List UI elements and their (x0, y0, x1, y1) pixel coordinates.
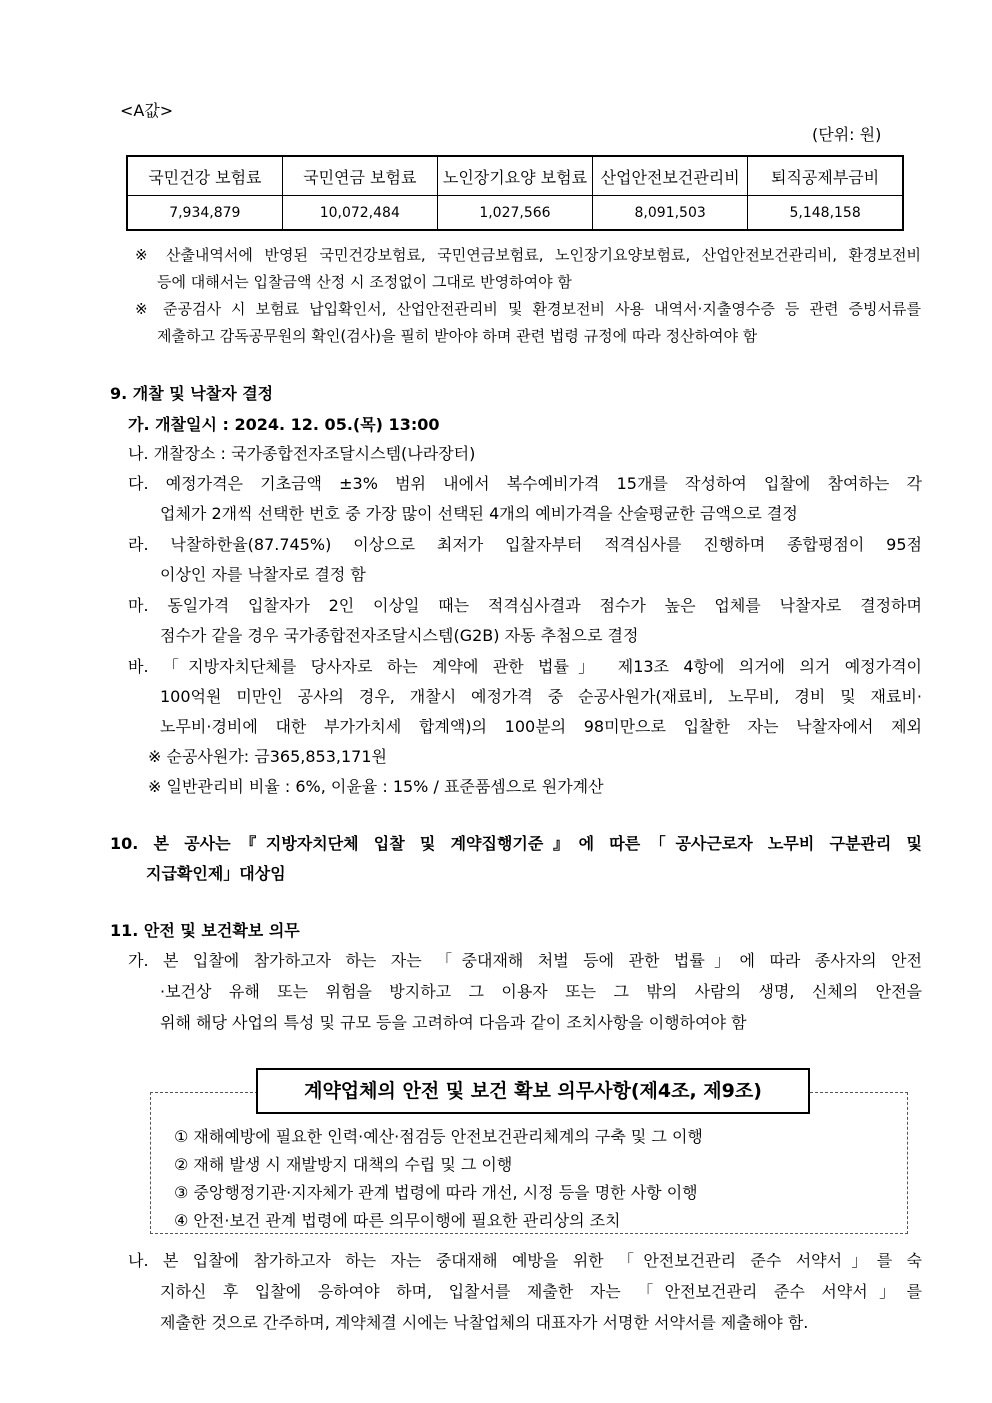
safety-item-1: ① 재해예방에 필요한 인력·예산·점검등 안전보건관리체계의 구축 및 그 이행 (174, 1127, 703, 1146)
section-10-line-1: 10. 본 공사는『지방자치단체 입찰 및 계약집행기준』에 따른「공사근로자 노무비 구분관리 및 (110, 834, 922, 853)
a-value-title: <A값> (120, 101, 174, 120)
value-longterm-care: 1,027,566 (437, 196, 592, 231)
section-11-na-line-1: 나. 본 입찰에 참가하고자 하는 자는 중대재해 예방을 위한 「안전보건관리 준수 서약서」를 숙 (128, 1251, 922, 1270)
section-9-ref-2: ※ 일반관리비 비율 : 6%, 이윤율 : 15% / 표준품셈으로 원가계산 (148, 777, 604, 796)
section-11-heading: 11. 안전 및 보건확보 의무 (110, 921, 300, 940)
section-9-ma-line-1: 마. 동일가격 입찰자가 2인 이상일 때는 적격심사결과 점수가 높은 업체를 낙찰자로 결정하며 (128, 596, 922, 615)
safety-item-3: ③ 중앙행정기관·지자체가 관계 법령에 따라 개선, 시정 등을 명한 사항 이행 (174, 1183, 698, 1202)
section-9-ra-line-2: 이상인 자를 낙찰자로 결정 함 (160, 565, 366, 584)
a-value-table (126, 155, 904, 231)
value-retirement: 5,148,158 (748, 196, 903, 231)
section-9-na: 나. 개찰장소 : 국가종합전자조달시스템(나라장터) (128, 444, 476, 463)
section-9-ba-line-1: 바. 「지방자치단체를 당사자로 하는 계약에 관한 법률」 제13조 4항에 의거에 의거 예정가격이 (128, 657, 922, 676)
section-9-ga: 가. 개찰일시 : 2024. 12. 05.(목) 13:00 (128, 415, 440, 434)
value-health-insurance: 7,934,879 (127, 196, 282, 231)
section-11-na-line-2: 지하신 후 입찰에 응하여야 하며, 입찰서를 제출한 자는 「안전보건관리 준수 서약서」를 (160, 1282, 922, 1301)
safety-item-2: ② 재해 발생 시 재발방지 대책의 수립 및 그 이행 (174, 1155, 513, 1174)
header-longterm-care: 노인장기요양 보험료 (437, 156, 592, 196)
unit-label: (단위: 원) (812, 125, 882, 144)
note-1-line-1: ※ 산출내역서에 반영된 국민건강보험료, 국민연금보험료, 노인장기요양보험료, 산업안전보건관리비, 환경보전비 (135, 246, 921, 264)
section-11-na-line-3: 제출한 것으로 간주하며, 계약체결 시에는 낙찰업체의 대표자가 서명한 서약서를 제출해야 함. (160, 1313, 809, 1332)
safety-item-4: ④ 안전·보건 관계 법령에 따른 의무이행에 필요한 관리상의 조치 (174, 1211, 621, 1230)
table-row (127, 196, 903, 231)
header-pension: 국민연금 보험료 (282, 156, 437, 196)
section-11-ga-line-1: 가. 본 입찰에 참가하고자 하는 자는 「중대재해 처벌 등에 관한 법률」에 따라 종사자의 안전 (128, 951, 922, 970)
value-safety-cost: 8,091,503 (593, 196, 748, 231)
section-10-line-2: 지급확인제」대상임 (146, 864, 286, 883)
header-safety-cost: 산업안전보건관리비 (593, 156, 748, 196)
section-9-ba-line-3: 노무비·경비에 대한 부가가치세 합계액)의 100분의 98미만으로 입찰한 자는 낙찰자에서 제외 (160, 717, 922, 736)
section-9-ra-line-1: 라. 낙찰하한율(87.745%) 이상으로 최저가 입찰자부터 적격심사를 진행하며 종합평점이 95점 (128, 535, 922, 554)
section-11-ga-line-2: ·보건상 유해 또는 위험을 방지하고 그 이용자 또는 그 밖의 사람의 생명, 신체의 안전을 (160, 982, 922, 1001)
note-2-line-1: ※ 준공검사 시 보험료 납입확인서, 산업안전관리비 및 환경보전비 사용 내역서·지출영수증 등 관련 증빙서류를 (135, 300, 921, 318)
header-retirement: 퇴직공제부금비 (748, 156, 903, 196)
note-2-line-2: 제출하고 감독공무원의 확인(검사)을 필히 받아야 하며 관련 법령 규정에 따라 정산하여야 함 (157, 327, 758, 345)
section-9-da-line-1: 다. 예정가격은 기초금액 ±3% 범위 내에서 복수예비가격 15개를 작성하여 입찰에 참여하는 각 (128, 474, 922, 493)
section-9-da-line-2: 업체가 2개씩 선택한 번호 중 가장 많이 선택된 4개의 예비가격을 산술평균한 금액으로 결정 (160, 504, 798, 523)
table-header-row (127, 156, 903, 196)
safety-obligations-title: 계약업체의 안전 및 보건 확보 의무사항(제4조, 제9조) (256, 1068, 810, 1114)
header-health-insurance: 국민건강 보험료 (127, 156, 282, 196)
note-1-line-2: 등에 대해서는 입찰금액 산정 시 조정없이 그대로 반영하여야 함 (157, 273, 572, 291)
section-9-ba-line-2: 100억원 미만인 공사의 경우, 개찰시 예정가격 중 순공사원가(재료비, 노무비, 경비 및 재료비· (160, 687, 922, 706)
value-pension: 10,072,484 (282, 196, 437, 231)
section-9-ref-1: ※ 순공사원가: 금365,853,171원 (148, 747, 387, 766)
section-9-heading: 9. 개찰 및 낙찰자 결정 (110, 384, 274, 403)
section-9-ma-line-2: 점수가 같을 경우 국가종합전자조달시스템(G2B) 자동 추첨으로 결정 (160, 626, 639, 645)
section-11-ga-line-3: 위해 해당 사업의 특성 및 규모 등을 고려하여 다음과 같이 조치사항을 이행하여야 함 (160, 1013, 747, 1032)
